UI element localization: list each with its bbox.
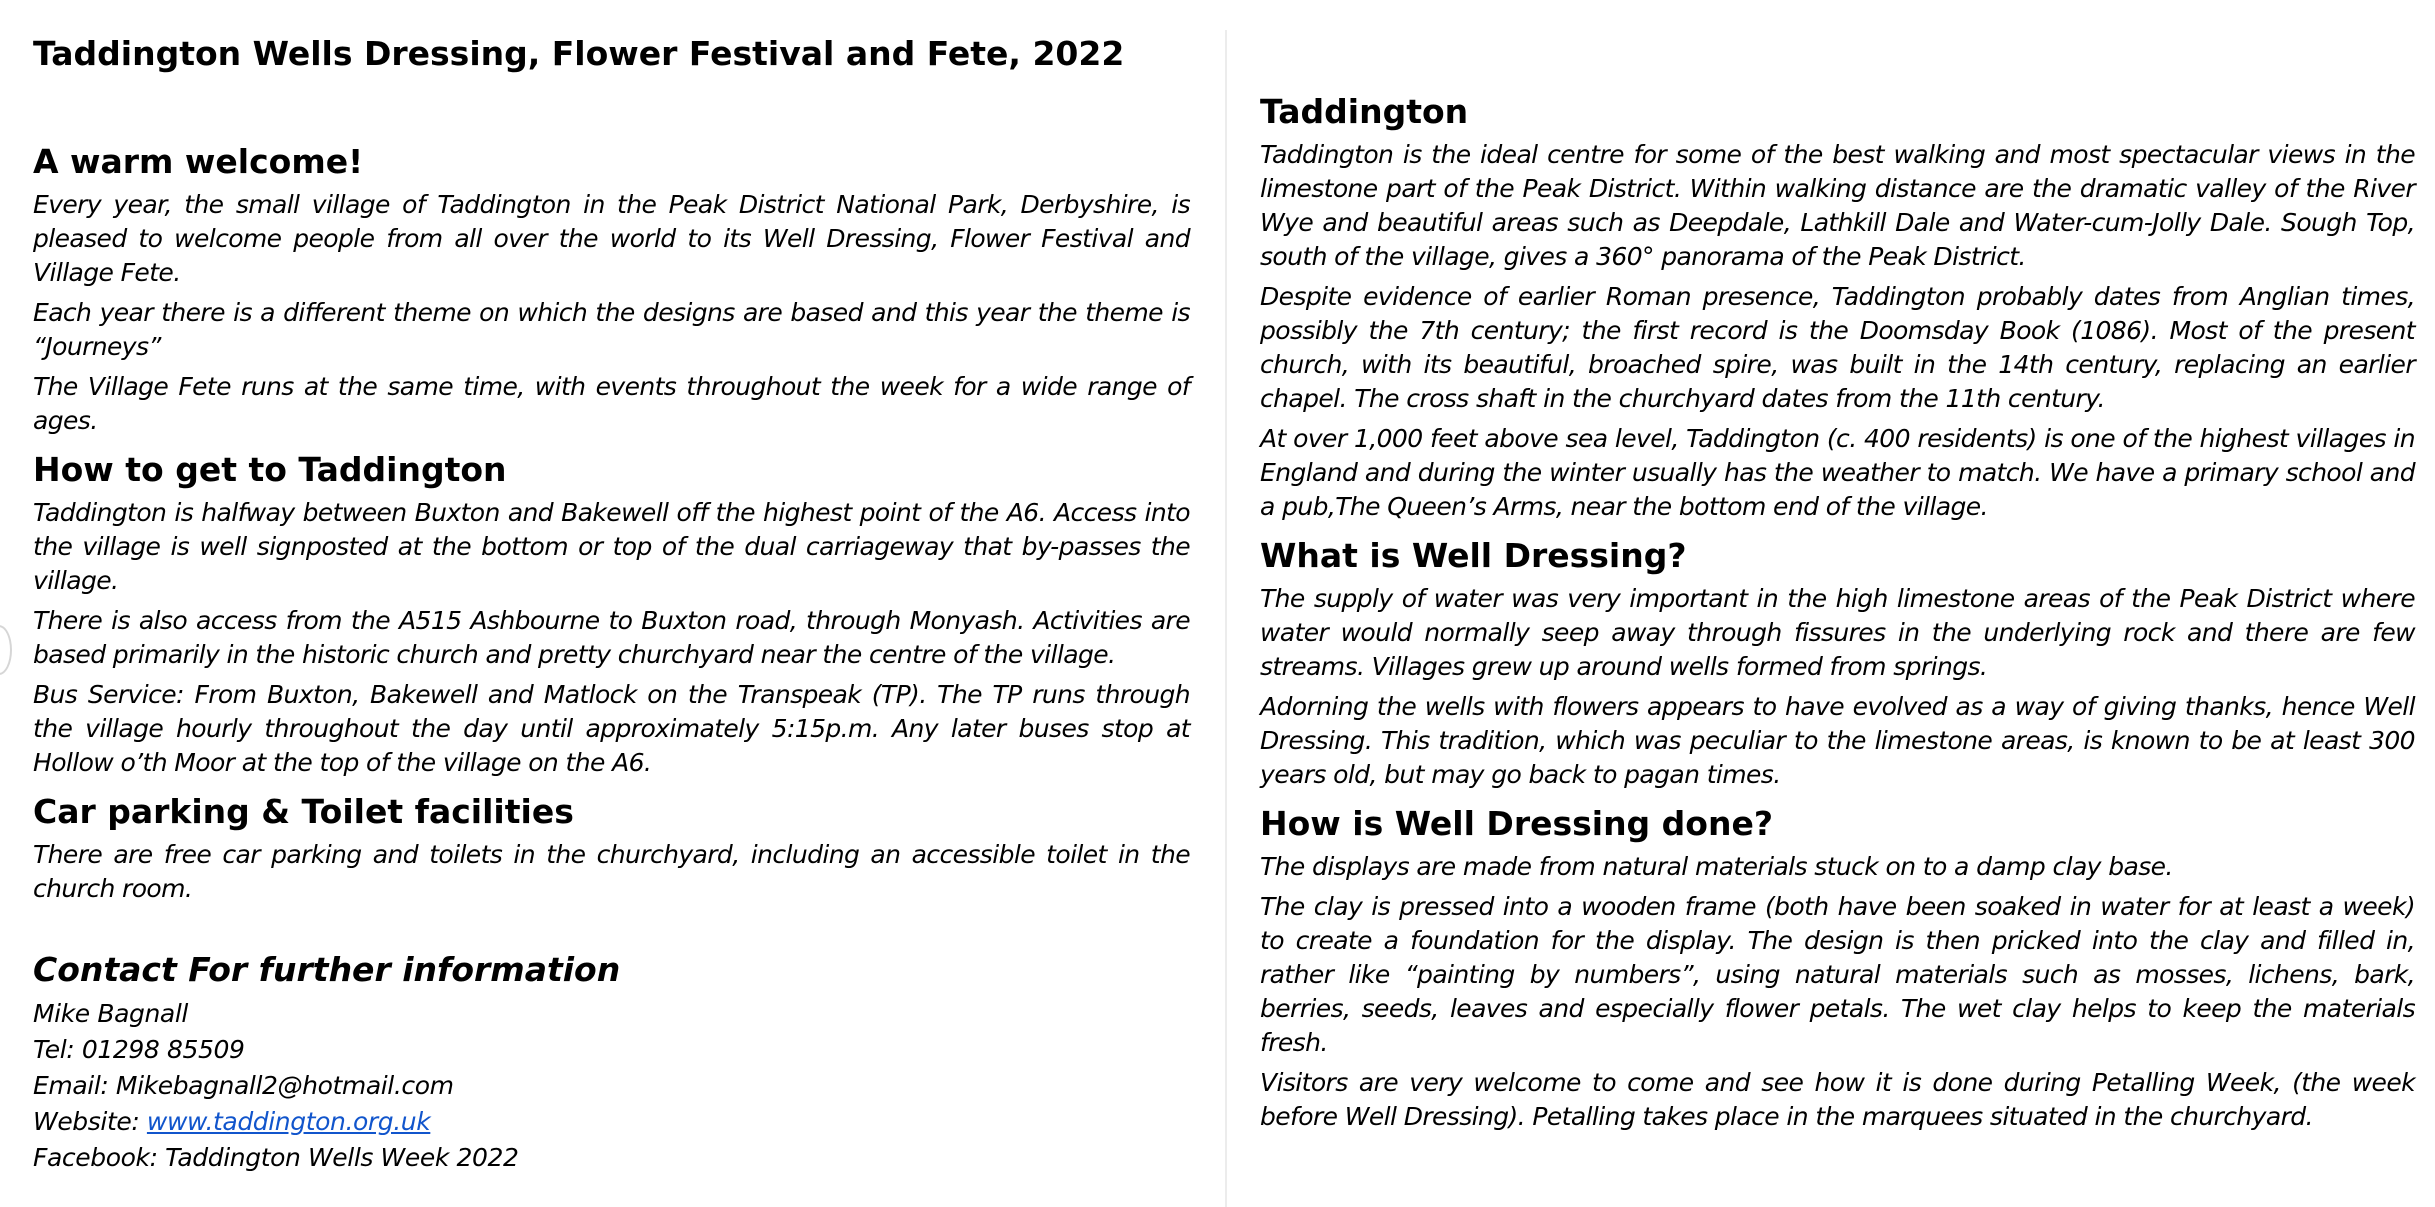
welcome-paragraph: Every year, the small village of Taddington in the Peak District National Park, Derbyshire, is pleased to welcome people from all over the world to its Well Dressing, Flower Festival and Village Fete. xyxy=(33,190,1190,287)
how-is-heading: How is Well Dressing done? xyxy=(1260,804,1773,843)
what-is-paragraph: The supply of water was very important in the high limestone areas of the Peak District where water would normally seep away through fissures in the underlying rock and there are few streams. Villages grew up around wells formed from springs. xyxy=(1260,584,2415,681)
what-is-heading: What is Well Dressing? xyxy=(1260,536,1687,575)
page-edge-handle xyxy=(0,625,12,675)
directions-paragraph: Bus Service: From Buxton, Bakewell and Matlock on the Transpeak (TP). The TP runs through the village hourly throughout the day until approximately 5:15p.m. Any later buses stop at Hollow o’th Moor at the top of the village on the A6. xyxy=(33,680,1190,777)
left-content xyxy=(33,136,1190,1176)
directions-section xyxy=(33,444,1190,780)
directions-heading: How to get to Taddington xyxy=(33,450,507,489)
what-is-paragraph: Adorning the wells with flowers appears to have evolved as a way of giving thanks, hence Well Dressing. This tradition, which was peculiar to the limestone areas, is known to be at least 300 years old, but may go back to pagan times. xyxy=(1260,692,2415,789)
right-content xyxy=(1260,86,2415,1140)
taddington-paragraph: Despite evidence of earlier Roman presence, Taddington probably dates from Anglian times, possibly the 7th century; the first record is the Doomsday Book (1086). Most of the present church, with its beautiful, broached spire, was built in the 14th century, replacing an earlier chapel. The cross shaft in the churchyard dates from the 11th century. xyxy=(1260,282,2415,413)
contact-facebook: Facebook: Taddington Wells Week 2022 xyxy=(33,1143,519,1172)
how-is-paragraph: Visitors are very welcome to come and see how it is done during Petalling Week, (the week before Well Dressing). Petalling takes place in the marquees situated in the churchyard. xyxy=(1260,1068,2415,1131)
taddington-paragraph: Taddington is the ideal centre for some of the best walking and most spectacular views in the limestone part of the Peak District. Within walking distance are the dramatic valley of the River Wye and beautiful areas such as Deepdale, Lathkill Dale and Water-cum-Jolly Dale. Sough Top, south of the village, gives a 360° panorama of the Peak District. xyxy=(1260,140,2415,271)
parking-section xyxy=(33,786,1190,906)
contact-heading: Contact For further information xyxy=(33,950,621,989)
what-is-section xyxy=(1260,530,2415,792)
contact-name: Mike Bagnall xyxy=(33,999,188,1028)
taddington-section xyxy=(1260,86,2415,524)
welcome-heading: A warm welcome! xyxy=(33,142,364,181)
directions-paragraph: Taddington is halfway between Buxton and Bakewell off the highest point of the A6. Access into the village is well signposted at the bottom or top of the dual carriageway that by-passes the village. xyxy=(33,498,1190,595)
contact-email: Email: Mikebagnall2@hotmail.com xyxy=(33,1071,454,1100)
welcome-paragraph: The Village Fete runs at the same time, with events throughout the week for a wide range of ages. xyxy=(33,372,1190,435)
contact-telephone: Tel: 01298 85509 xyxy=(33,1035,245,1064)
how-is-paragraph: The clay is pressed into a wooden frame (both have been soaked in water for at least a week) to create a foundation for the display. The design is then pricked into the clay and filled in, rather like “painting by numbers”, using natural materials such as mosses, lichens, bark, berries, seeds, leaves and especially flower petals. The wet clay helps to keep the materials fresh. xyxy=(1260,892,2415,1057)
taddington-heading: Taddington xyxy=(1260,92,1469,131)
parking-paragraph: There are free car parking and toilets in the churchyard, including an accessible toilet in the church room. xyxy=(33,840,1190,903)
how-is-paragraph: The displays are made from natural materials stuck on to a damp clay base. xyxy=(1260,852,2173,881)
how-is-section xyxy=(1260,798,2415,1134)
website-link[interactable]: www.taddington.org.uk xyxy=(146,1107,431,1136)
welcome-section xyxy=(33,136,1190,438)
website-label: Website: xyxy=(33,1107,147,1136)
page-divider xyxy=(1225,30,1227,1207)
document-title: Taddington Wells Dressing, Flower Festival and Fete, 2022 xyxy=(33,34,1125,73)
directions-paragraph: There is also access from the A515 Ashbourne to Buxton road, through Monyash. Activities are based primarily in the historic church and pretty churchyard near the centre of the village. xyxy=(33,606,1190,669)
parking-heading: Car parking & Toilet facilities xyxy=(33,792,574,831)
contact-section xyxy=(33,944,1190,1176)
contact-website xyxy=(33,1104,1190,1140)
taddington-paragraph: At over 1,000 feet above sea level, Taddington (c. 400 residents) is one of the highest villages in England and during the winter usually has the weather to match. We have a primary school and a pub,The Queen’s Arms, near the bottom end of the village. xyxy=(1260,424,2415,521)
welcome-paragraph: Each year there is a different theme on which the designs are based and this year the theme is “Journeys” xyxy=(33,298,1190,361)
